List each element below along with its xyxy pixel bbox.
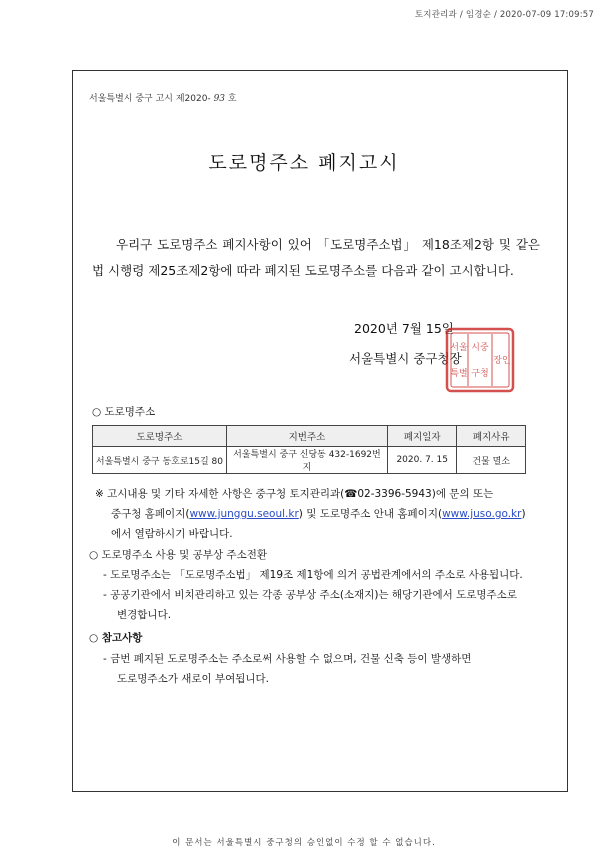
notice-issuer: 서울특별시 중구청장: [349, 351, 462, 366]
reference-item-1-line-2: 도로명주소가 새로이 부여됩니다.: [117, 673, 270, 685]
table-cell-lot-address: 서울특별시 중구 신당동 432-1692번지: [226, 447, 387, 474]
seal-text-4: 구청: [471, 369, 489, 379]
section-usage-heading: ○ 도로명주소 사용 및 공부상 주소전환: [89, 549, 267, 561]
notice-number: [89, 91, 237, 104]
document-stamp: 토지관리과 / 임경순 / 2020-07-09 17:09:57: [414, 10, 594, 20]
seal-text-3: 시중: [471, 343, 489, 353]
seal-text-5: 장인: [493, 356, 511, 366]
table-cell-road-address: 서울특별시 중구 동호로15길 80: [93, 447, 227, 474]
notice-date: 2020년 7월 15일: [354, 321, 454, 336]
seal-text-1: 서울: [450, 343, 468, 353]
notice-body: 우리구 도로명주소 폐지사항이 있어 「도로명주소법」 제18조제2항 및 같은 법 시행령 제25조제2항에 따라 폐지된 도로명주소를 다음과 같이 고시합니다.: [92, 237, 540, 278]
seal-text-2: 특별: [450, 369, 468, 379]
section-reference-heading: ○ 참고사항: [89, 632, 143, 644]
document-footer: 이 문서는 서울특별시 중구청의 승인없이 수정 할 수 없습니다.: [172, 838, 436, 848]
abolished-address-table: [92, 425, 526, 474]
note-line-2: [111, 505, 551, 523]
section-road-address-heading: ○ 도로명주소: [92, 406, 156, 418]
note-line-2-c: ): [521, 508, 526, 520]
table-header-road-address: 도로명주소: [93, 426, 227, 447]
note-line-2-a: 중구청 홈페이지(: [111, 508, 190, 520]
table-header-lot-address: 지번주소: [226, 426, 387, 447]
notice-number-suffix: 호: [227, 94, 237, 104]
note-line-2-b: ) 및 도로명주소 안내 홈페이지(: [298, 508, 443, 520]
table-cell-abolish-date: 2020. 7. 15: [388, 447, 457, 474]
table-row: [93, 447, 526, 474]
page-title: 도로명주소 폐지고시: [208, 152, 400, 174]
note-line-3: 에서 열람하시기 바랍니다.: [111, 528, 233, 540]
juso-homepage-link[interactable]: www.juso.go.kr: [442, 508, 522, 520]
notice-number-prefix: 서울특별시 중구 고시 제2020-: [89, 94, 211, 104]
usage-item-1: - 도로명주소는 「도로명주소법」 제19조 제1항에 의거 공법관계에서의 주소로 사용됩니다.: [103, 569, 523, 581]
table-header-abolish-reason: 폐지사유: [457, 426, 526, 447]
table-cell-abolish-reason: 건물 멸소: [457, 447, 526, 474]
reference-item-1-line-1: - 금번 폐지된 도로명주소는 주소로써 사용할 수 없으며, 건물 신축 등이 발생하면: [103, 653, 472, 665]
official-seal-icon: [444, 326, 516, 394]
table-header-abolish-date: 폐지일자: [388, 426, 457, 447]
usage-item-2-line-1: - 공공기관에서 비치관리하고 있는 각종 공부상 주소(소재지)는 해당기관에서 도로명주소로: [103, 589, 517, 601]
notice-number-handwritten: 93: [213, 94, 226, 104]
junggu-homepage-link[interactable]: www.junggu.seoul.kr: [189, 508, 299, 520]
note-line-1: ※ 고시내용 및 기타 자세한 사항은 중구청 토지관리과(☎02-3396-5943)에 문의 또는: [95, 488, 494, 500]
usage-item-2-line-2: 변경합니다.: [117, 609, 172, 621]
